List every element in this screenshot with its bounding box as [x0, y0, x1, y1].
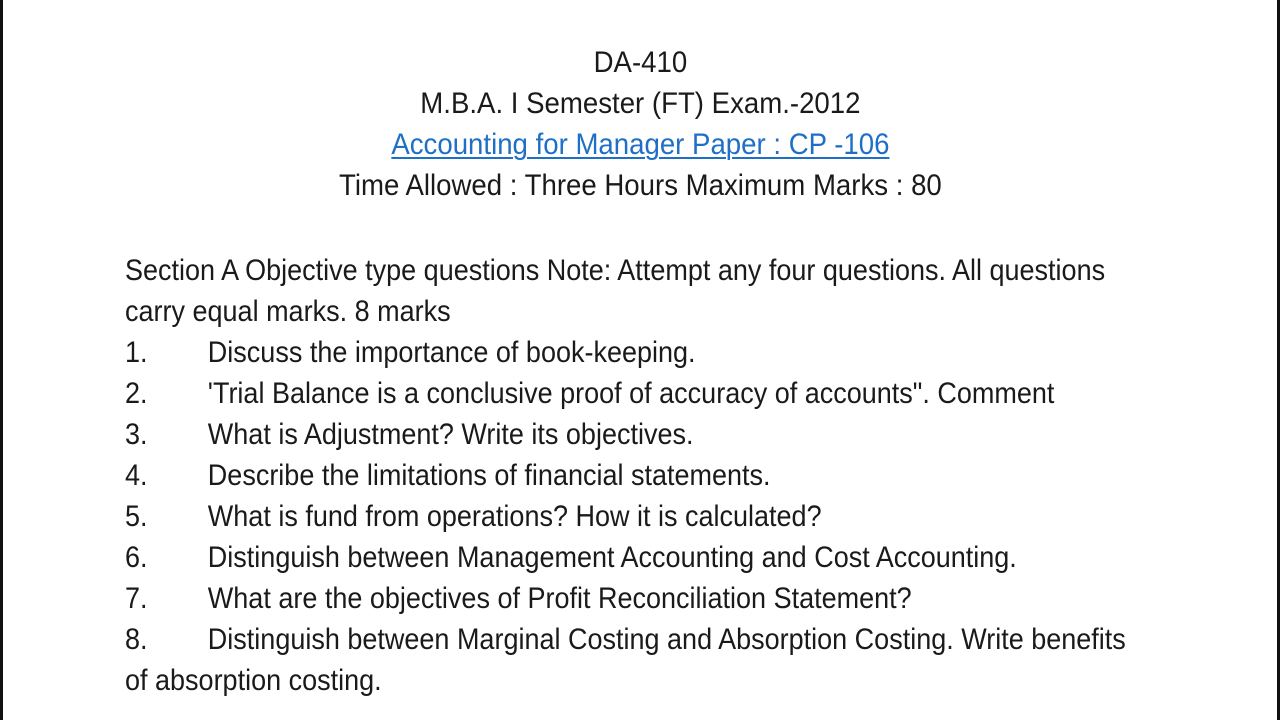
question-number: 5.: [125, 500, 148, 533]
question-item: [125, 414, 1133, 455]
question-text: 'Trial Balance is a conclusive proof of accuracy of accounts". Comment: [207, 377, 1055, 410]
question-text: What are the objectives of Profit Reconciliation Statement?: [207, 582, 912, 615]
question-text: Discuss the importance of book-keeping.: [207, 336, 696, 369]
section-a: [125, 250, 1133, 701]
paper-title-link[interactable]: Accounting for Manager Paper : CP -106: [391, 128, 890, 161]
question-number: 4.: [125, 459, 148, 492]
question-item: [125, 537, 1133, 578]
time-and-marks: Time Allowed : Three Hours Maximum Marks : 80: [338, 169, 942, 202]
paper-code: DA-410: [593, 46, 688, 79]
question-number: 6.: [125, 541, 148, 574]
question-text: Distinguish between Marginal Costing and Absorption Costing. Write benefits of absorption costing.: [125, 623, 1126, 697]
question-item: [125, 578, 1133, 619]
question-number: 7.: [125, 582, 148, 615]
section-intro: Section A Objective type questions Note: Attempt any four questions. All questions carry equal marks. 8 marks: [125, 254, 1106, 328]
question-item: [125, 455, 1133, 496]
question-item: [125, 373, 1133, 414]
question-item: [125, 496, 1133, 537]
paper-header: [52, 42, 1230, 206]
question-text: What is Adjustment? Write its objectives.: [207, 418, 694, 451]
exam-title: M.B.A. I Semester (FT) Exam.-2012: [420, 87, 861, 120]
question-number: 8.: [125, 623, 148, 656]
question-text: What is fund from operations? How it is calculated?: [207, 500, 822, 533]
left-border: [0, 0, 3, 720]
question-text: Describe the limitations of financial statements.: [207, 459, 771, 492]
question-number: 2.: [125, 377, 148, 410]
question-item: [125, 619, 1151, 701]
question-item: [125, 332, 1133, 373]
question-text: Distinguish between Management Accounting and Cost Accounting.: [207, 541, 1017, 574]
question-number: 3.: [125, 418, 148, 451]
question-number: 1.: [125, 336, 148, 369]
